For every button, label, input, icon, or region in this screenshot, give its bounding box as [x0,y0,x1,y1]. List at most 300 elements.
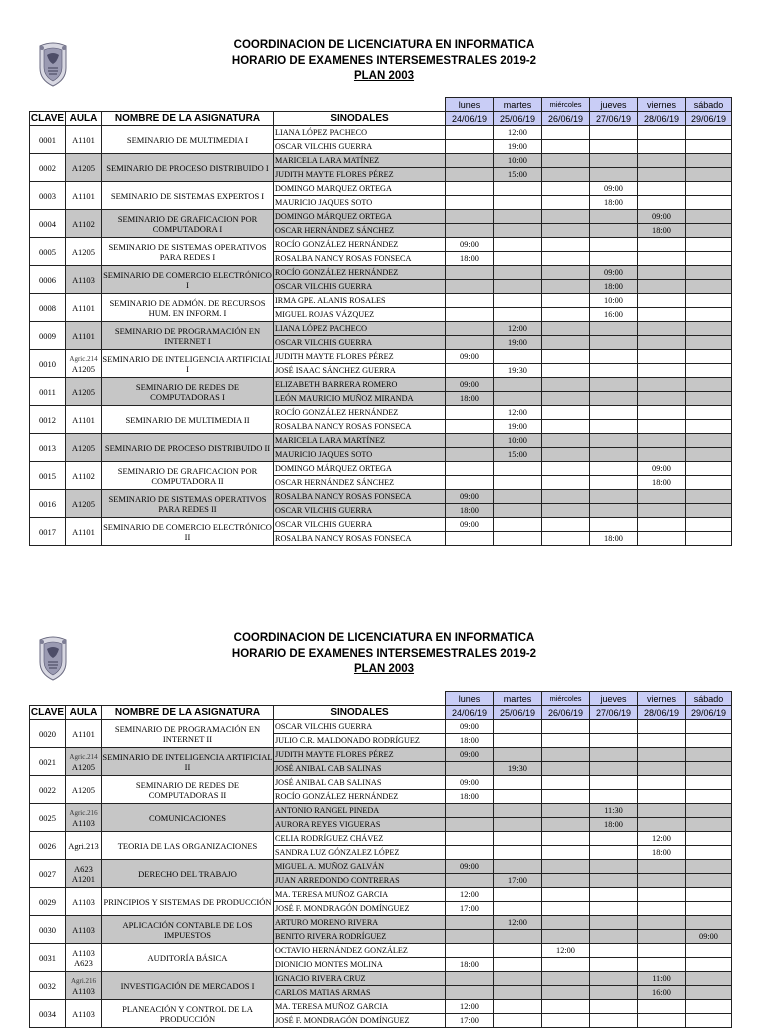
sinodal-name-cell: OSCAR VILCHIS GUERRA [274,720,446,734]
exam-time-cell [494,182,542,196]
exam-time-cell [638,860,686,874]
aula-cell: A1102 [66,462,102,490]
exam-time-cell: 18:00 [638,476,686,490]
exam-time-cell [638,140,686,154]
exam-time-cell [446,168,494,182]
exam-time-cell [494,462,542,476]
exam-time-cell [542,818,590,832]
day-header: lunes [446,98,494,112]
exam-time-cell [446,182,494,196]
exam-time-cell [542,238,590,252]
title-line-1: COORDINACION DE LICENCIATURA EN INFORMATICA [233,632,535,644]
exam-time-cell [638,518,686,532]
exam-time-cell [686,860,732,874]
exam-time-cell [638,252,686,266]
sinodal-name-cell: JOSÉ ANIBAL CAB SALINAS [274,762,446,776]
exam-time-cell [494,350,542,364]
clave-cell: 0020 [30,720,66,748]
exam-time-cell [638,322,686,336]
date-header: 28/06/19 [638,706,686,720]
exam-time-cell [638,448,686,462]
aula-cell: Agri.213 [66,832,102,860]
table-row [30,238,732,252]
exam-time-cell: 18:00 [590,818,638,832]
sinodal-name-cell: DOMINGO MARQUEZ ORTEGA [274,182,446,196]
exam-time-cell [542,734,590,748]
exam-time-cell [686,790,732,804]
sinodal-name-cell: OCTAVIO HERNÁNDEZ GONZÁLEZ [274,944,446,958]
aula-value: Agric.214 [69,354,98,363]
exam-time-cell [446,210,494,224]
exam-time-cell [686,196,732,210]
sinodal-name-cell: OSCAR HERNÁNDEZ SÁNCHEZ [274,476,446,490]
subject-name-cell: SEMINARIO DE GRAFICACION POR COMPUTADORA II [102,462,274,490]
aula-value: Agric.214 [69,752,98,761]
subject-name-cell: SEMINARIO DE PROGRAMACIÓN EN INTERNET I [102,322,274,350]
table-row [30,748,732,762]
exam-time-cell [446,972,494,986]
day-header: sábado [686,692,732,706]
exam-time-cell [590,888,638,902]
exam-time-cell [590,490,638,504]
sinodal-name-cell: ROCÍO GONZÁLEZ HERNÁNDEZ [274,266,446,280]
exam-time-cell: 16:00 [590,308,638,322]
exam-time-cell: 18:00 [590,196,638,210]
exam-time-cell [686,748,732,762]
exam-time-cell [446,294,494,308]
clave-cell: 0017 [30,518,66,546]
exam-time-cell [686,1014,732,1028]
sinodal-name-cell: IGNACIO RIVERA CRUZ [274,972,446,986]
exam-time-cell [590,762,638,776]
day-header-row [30,98,732,112]
exam-time-cell [542,790,590,804]
clave-cell: 0026 [30,832,66,860]
exam-time-cell [446,196,494,210]
exam-time-cell [590,154,638,168]
exam-time-cell [494,280,542,294]
date-header: 28/06/19 [638,112,686,126]
sinodal-name-cell: JUDITH MAYTE FLORES PÉREZ [274,748,446,762]
exam-time-cell [686,1000,732,1014]
table-row [30,294,732,308]
exam-time-cell [542,930,590,944]
clave-cell: 0008 [30,294,66,322]
aula-cell [66,748,102,776]
exam-time-cell [542,210,590,224]
exam-time-cell [590,462,638,476]
exam-time-cell [542,462,590,476]
aula-value: A623 [74,957,93,968]
exam-time-cell [638,154,686,168]
exam-time-cell [638,266,686,280]
exam-time-cell [446,406,494,420]
exam-time-cell [542,336,590,350]
exam-time-cell [446,532,494,546]
aula-cell: A1101 [66,294,102,322]
column-header-row [30,112,732,126]
sinodal-name-cell: DOMINGO MÁRQUEZ ORTEGA [274,462,446,476]
exam-time-cell [686,762,732,776]
sinodal-name-cell: JOSÉ F. MONDRAGÓN DOMÍNGUEZ [274,902,446,916]
subject-name-cell: SEMINARIO DE COMERCIO ELECTRÓNICO II [102,518,274,546]
exam-time-cell [590,832,638,846]
exam-time-cell [542,420,590,434]
exam-time-cell [686,294,732,308]
sinodal-name-cell: MA. TERESA MUÑOZ GARCIA [274,888,446,902]
exam-time-cell: 09:00 [638,210,686,224]
exam-time-cell [590,224,638,238]
exam-schedule-table-1 [29,97,732,546]
exam-time-cell [686,322,732,336]
sinodal-name-cell: DIONICIO MONTES MOLINA [274,958,446,972]
exam-time-cell [494,902,542,916]
date-header: 24/06/19 [446,706,494,720]
aula-cell: A1101 [66,518,102,546]
table-row [30,776,732,790]
aula-cell: A1101 [66,720,102,748]
exam-time-cell [590,720,638,734]
exam-time-cell: 09:00 [446,350,494,364]
date-header: 27/06/19 [590,706,638,720]
exam-time-cell: 18:00 [446,734,494,748]
day-header: miércoles [542,98,590,112]
sinodal-name-cell: CELIA RODRÍGUEZ CHÁVEZ [274,832,446,846]
exam-time-cell [494,308,542,322]
exam-time-cell: 17:00 [446,902,494,916]
exam-time-cell [542,182,590,196]
exam-time-cell [638,874,686,888]
subject-name-cell: INVESTIGACIÓN DE MERCADOS I [102,972,274,1000]
clave-cell: 0015 [30,462,66,490]
exam-time-cell [590,126,638,140]
sinodal-name-cell: DOMINGO MÁRQUEZ ORTEGA [274,210,446,224]
exam-time-cell [638,238,686,252]
aula-value: A1205 [71,761,96,772]
subject-name-cell: SEMINARIO DE SISTEMAS OPERATIVOS PARA REDES I [102,238,274,266]
aula-cell: A1101 [66,126,102,154]
exam-time-cell: 18:00 [446,504,494,518]
exam-time-cell [638,126,686,140]
exam-time-cell [590,958,638,972]
table-row [30,1000,732,1014]
exam-time-cell [542,888,590,902]
exam-time-cell [494,790,542,804]
aula-cell: A1101 [66,322,102,350]
exam-time-cell [686,944,732,958]
exam-time-cell [686,818,732,832]
clave-cell: 0027 [30,860,66,888]
exam-time-cell [686,336,732,350]
exam-time-cell [686,154,732,168]
exam-time-cell: 09:00 [446,518,494,532]
exam-time-cell [686,776,732,790]
exam-time-cell [494,476,542,490]
exam-time-cell [686,350,732,364]
exam-time-cell [446,420,494,434]
aula-cell: A1103 [66,1000,102,1028]
exam-time-cell [542,748,590,762]
exam-time-cell [590,322,638,336]
sinodal-name-cell: JUDITH MAYTE FLORES PÉREZ [274,168,446,182]
exam-time-cell [494,252,542,266]
exam-time-cell [590,168,638,182]
exam-time-cell [590,406,638,420]
exam-time-cell [638,504,686,518]
exam-time-cell [542,294,590,308]
exam-time-cell [446,804,494,818]
sinodal-name-cell: CARLOS MATIAS ARMAS [274,986,446,1000]
exam-time-cell [542,846,590,860]
subject-name-cell: SEMINARIO DE COMERCIO ELECTRÓNICO I [102,266,274,294]
exam-time-cell: 09:00 [446,720,494,734]
exam-time-cell: 10:00 [494,434,542,448]
exam-time-cell [494,818,542,832]
clave-cell: 0011 [30,378,66,406]
subject-name-cell: SEMINARIO DE MULTIMEDIA II [102,406,274,434]
clave-cell: 0029 [30,888,66,916]
aula-cell: A1205 [66,154,102,182]
exam-time-cell: 19:00 [494,336,542,350]
aula-value: Agri.216 [70,976,97,985]
exam-time-cell [590,734,638,748]
exam-time-cell [638,748,686,762]
date-header: 27/06/19 [590,112,638,126]
exam-time-cell [686,378,732,392]
table-row [30,126,732,140]
aula-value: A1201 [71,873,96,884]
plan-label: PLAN 2003 [353,70,415,82]
exam-time-cell [542,280,590,294]
exam-time-cell [446,846,494,860]
exam-time-cell [542,448,590,462]
sinodal-name-cell: LIANA LÓPEZ PACHECO [274,126,446,140]
exam-time-cell [686,532,732,546]
exam-time-cell [686,490,732,504]
date-header: 25/06/19 [494,706,542,720]
clave-cell: 0034 [30,1000,66,1028]
exam-time-cell [638,790,686,804]
clave-cell: 0025 [30,804,66,832]
exam-time-cell [638,308,686,322]
exam-time-cell [494,238,542,252]
exam-time-cell [686,448,732,462]
clave-cell: 0004 [30,210,66,238]
clave-cell: 0031 [30,944,66,972]
exam-time-cell [686,238,732,252]
exam-time-cell [446,224,494,238]
aula-cell [66,804,102,832]
aula-cell: A1103 [66,916,102,944]
exam-time-cell [638,818,686,832]
document-title [0,631,768,678]
sinodal-name-cell: MARICELA LARA MATÍNEZ [274,154,446,168]
exam-time-cell [638,902,686,916]
exam-time-cell [542,1014,590,1028]
exam-time-cell [446,336,494,350]
exam-time-cell [446,986,494,1000]
aula-cell [66,972,102,1000]
subject-name-cell: DERECHO DEL TRABAJO [102,860,274,888]
exam-time-cell [446,476,494,490]
exam-time-cell [590,748,638,762]
clave-header: CLAVE [30,112,65,124]
exam-time-cell [590,434,638,448]
date-header: 29/06/19 [686,112,732,126]
table-row [30,490,732,504]
table-row [30,972,732,986]
aula-value: A1103 [72,817,95,828]
exam-time-cell [590,392,638,406]
exam-time-cell [638,944,686,958]
day-header: lunes [446,692,494,706]
aula-value: Agric.216 [69,808,98,817]
exam-time-cell [590,930,638,944]
exam-time-cell [590,916,638,930]
subject-name-cell: SEMINARIO DE REDES DE COMPUTADORAS I [102,378,274,406]
exam-time-cell [542,168,590,182]
exam-time-cell [638,196,686,210]
title-line-3 [0,69,768,85]
exam-time-cell [686,888,732,902]
day-header: martes [494,692,542,706]
table-row [30,406,732,420]
exam-time-cell [590,986,638,1000]
exam-time-cell [686,986,732,1000]
exam-time-cell [638,1000,686,1014]
table-row [30,210,732,224]
date-header: 29/06/19 [686,706,732,720]
title-line-1: COORDINACION DE LICENCIATURA EN INFORMATICA [233,39,535,51]
table-row [30,182,732,196]
aula-cell [66,944,102,972]
exam-time-cell [686,392,732,406]
exam-time-cell: 09:00 [590,266,638,280]
day-header: viernes [638,692,686,706]
exam-time-cell [686,804,732,818]
sinodal-name-cell: OSCAR HERNÁNDEZ SÁNCHEZ [274,224,446,238]
exam-time-cell [638,1014,686,1028]
table-row [30,832,732,846]
subject-name-cell: TEORIA DE LAS ORGANIZACIONES [102,832,274,860]
clave-cell: 0030 [30,916,66,944]
exam-time-cell: 18:00 [590,280,638,294]
sinodal-name-cell: SANDRA LUZ GÓNZALEZ LÓPEZ [274,846,446,860]
exam-time-cell [686,252,732,266]
column-header-row [30,706,732,720]
exam-time-cell [686,364,732,378]
exam-time-cell: 09:00 [446,776,494,790]
exam-time-cell [494,378,542,392]
subject-name-cell: SEMINARIO DE SISTEMAS EXPERTOS I [102,182,274,210]
exam-time-cell [590,140,638,154]
sinodal-name-cell: ANTONIO RANGEL PINEDA [274,804,446,818]
exam-time-cell [446,126,494,140]
exam-time-cell [542,434,590,448]
subject-name-cell: SEMINARIO DE MULTIMEDIA I [102,126,274,154]
sinodal-name-cell: OSCAR VILCHIS GUERRA [274,280,446,294]
table-row [30,944,732,958]
exam-time-cell: 12:00 [494,126,542,140]
exam-time-cell: 19:30 [494,762,542,776]
exam-time-cell [542,958,590,972]
day-header: sábado [686,98,732,112]
exam-time-cell [542,350,590,364]
subject-name-cell: PLANEACIÓN Y CONTROL DE LA PRODUCCIÓN [102,1000,274,1028]
exam-time-cell [494,958,542,972]
header-spacer [30,98,446,112]
exam-time-cell [446,930,494,944]
exam-time-cell [590,874,638,888]
exam-time-cell [590,210,638,224]
exam-time-cell [542,804,590,818]
table-row [30,462,732,476]
exam-time-cell [638,336,686,350]
sinodales-header: SINODALES [274,706,446,720]
sinodal-name-cell: ROSALBA NANCY ROSAS FONSECA [274,420,446,434]
exam-time-cell: 17:00 [446,1014,494,1028]
exam-time-cell [542,266,590,280]
aula-cell: A1205 [66,776,102,804]
title-line-3 [0,662,768,678]
exam-time-cell [686,846,732,860]
exam-time-cell [686,126,732,140]
subject-name-cell: SEMINARIO DE INTELIGENCIA ARTIFICIAL I [102,350,274,378]
sinodal-name-cell: JULIO C.R. MALDONADO RODRÍGUEZ [274,734,446,748]
subject-name-cell: PRINCIPIOS Y SISTEMAS DE PRODUCCIÓN [102,888,274,916]
day-header-row [30,692,732,706]
subject-name-cell: COMUNICACIONES [102,804,274,832]
exam-time-cell [494,720,542,734]
table-row [30,378,732,392]
clave-cell: 0012 [30,406,66,434]
exam-time-cell [494,1000,542,1014]
exam-time-cell [686,972,732,986]
exam-time-cell [542,832,590,846]
exam-time-cell [446,364,494,378]
clave-cell: 0006 [30,266,66,294]
exam-time-cell [542,140,590,154]
table-row [30,350,732,364]
exam-time-cell [590,476,638,490]
sinodal-name-cell: LIANA LÓPEZ PACHECO [274,322,446,336]
exam-time-cell [494,532,542,546]
clave-cell: 0002 [30,154,66,182]
sinodal-name-cell: JOSÉ F. MONDRAGÓN DOMÍNGUEZ [274,1014,446,1028]
exam-time-cell [446,266,494,280]
subject-name-cell: SEMINARIO DE GRAFICACION POR COMPUTADORA I [102,210,274,238]
exam-time-cell: 15:00 [494,168,542,182]
day-header: miércoles [542,692,590,706]
day-header: jueves [590,692,638,706]
exam-time-cell: 11:00 [638,972,686,986]
sinodal-name-cell: MIGUEL A. MUÑOZ GALVÁN [274,860,446,874]
exam-time-cell [494,888,542,902]
exam-time-cell [638,392,686,406]
exam-time-cell [446,322,494,336]
sinodal-name-cell: IRMA GPE. ALANIS ROSALES [274,294,446,308]
exam-time-cell [686,168,732,182]
exam-time-cell [590,944,638,958]
subject-name-cell: SEMINARIO DE PROGRAMACIÓN EN INTERNET II [102,720,274,748]
exam-time-cell [542,490,590,504]
sinodal-name-cell: ROCÍO GONZÁLEZ HERNÁNDEZ [274,790,446,804]
exam-time-cell [494,294,542,308]
exam-time-cell [446,944,494,958]
exam-time-cell [686,266,732,280]
exam-time-cell [494,734,542,748]
exam-time-cell [686,210,732,224]
